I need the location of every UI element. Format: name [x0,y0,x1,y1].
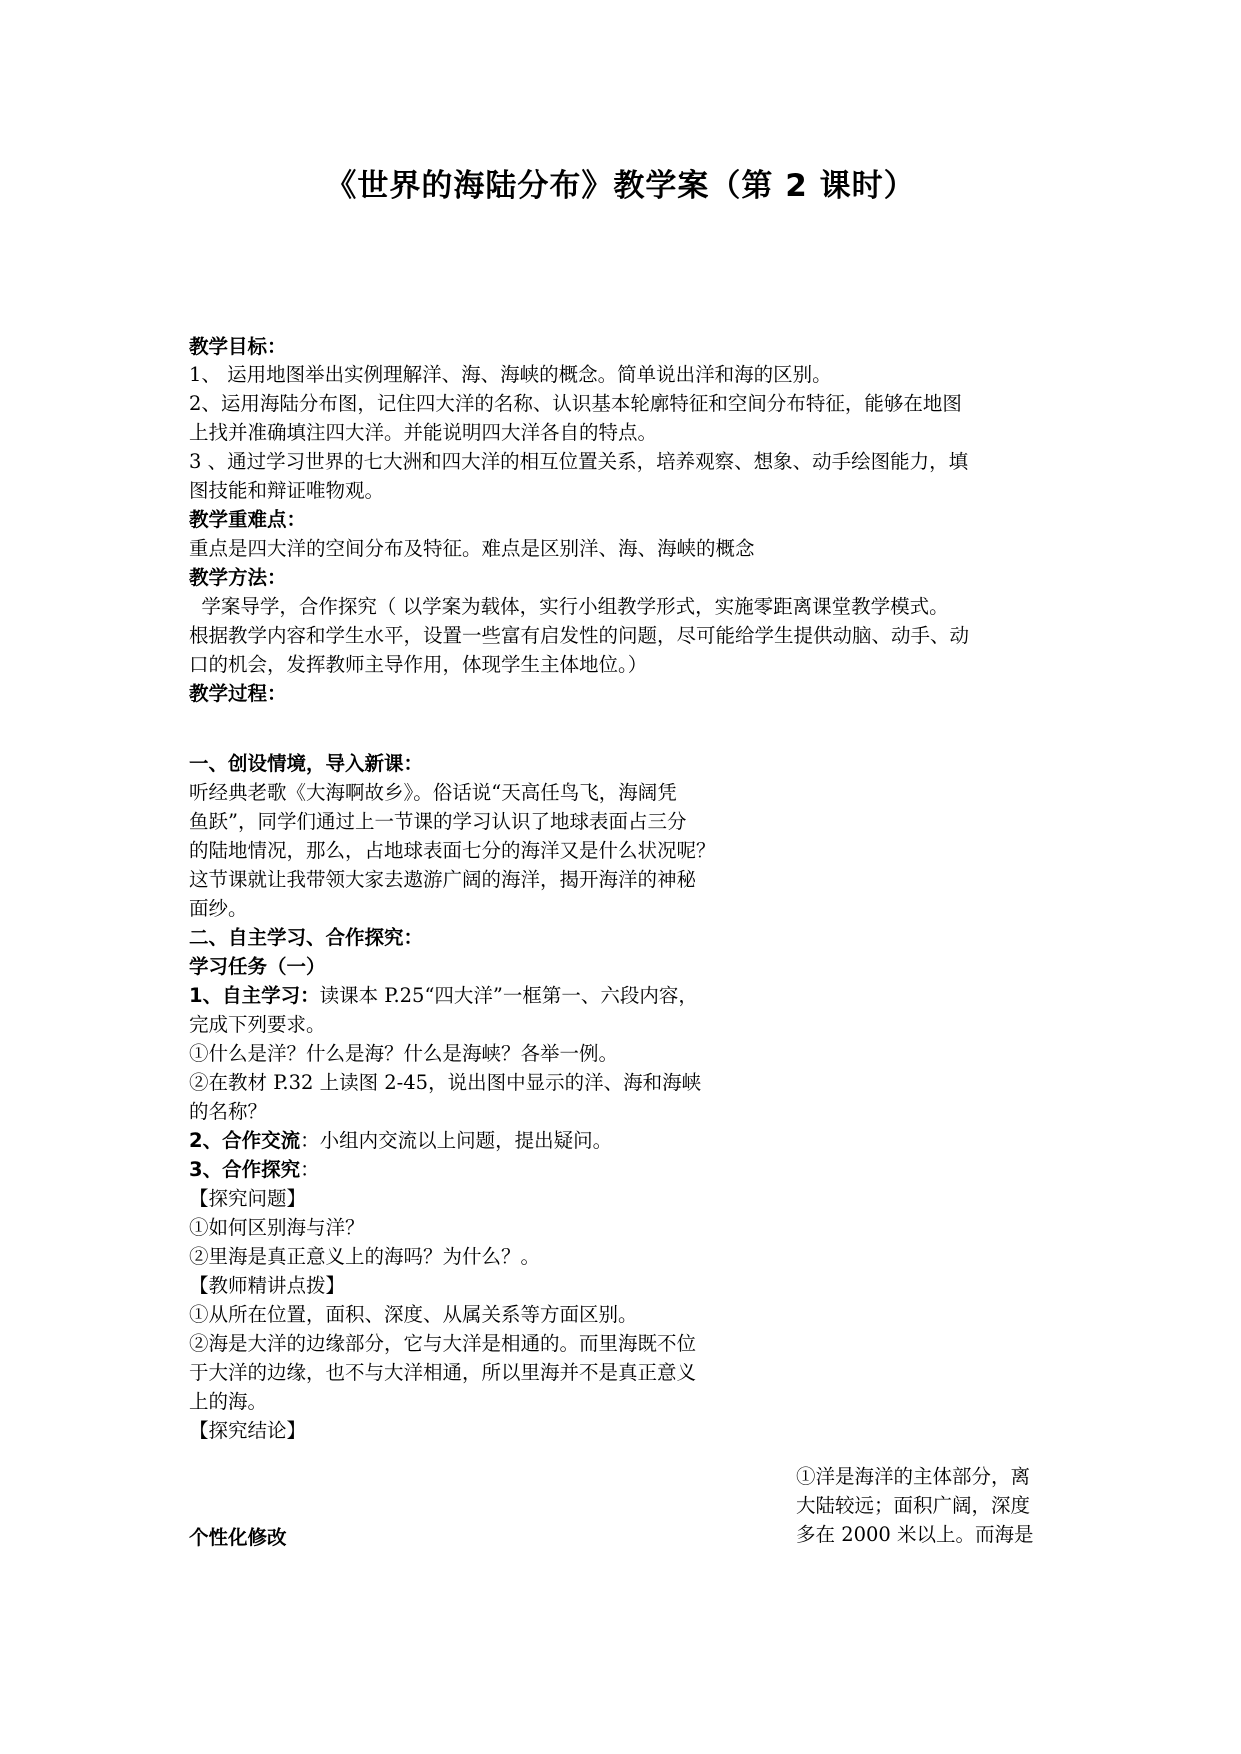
goals-heading: 教学目标： [189,335,287,358]
self-study-line [189,982,698,1010]
question-1: ①什么是洋？什么是海？什么是海峡？各举一例。 [189,1042,619,1065]
teacher-point-2: ②海是大洋的边缘部分，它与大洋是相通的。而里海既不位 [189,1332,697,1355]
side-note-line: 多在 2000 米以上。而海是 [796,1523,1034,1546]
method-line: 学案导学，合作探究（ 以学案为载体，实行小组教学形式，实施零距离课堂教学模式。 [189,595,949,618]
part1-line: 听经典老歌《大海啊故乡》。俗话说“天高任鸟飞，海阔凭 [189,781,677,804]
goal-line: 2、运用海陆分布图，记住四大洋的名称、认识基本轮廓特征和空间分布特征，能够在地图 [189,392,962,415]
question-2-cont: 的名称？ [189,1100,268,1123]
explore-question-2: ②里海是真正意义上的海吗？为什么？。 [189,1245,541,1268]
part1-heading: 一、创设情境，导入新课： [189,752,424,775]
coop-line [189,1127,612,1155]
key-points-heading: 教学重难点： [189,508,307,531]
conclusion-heading: 【探究结论】 [189,1419,307,1442]
personal-revision-heading: 个性化修改 [189,1526,287,1549]
method-heading: 教学方法： [189,566,287,589]
coop-label: 2、合作交流 [189,1129,301,1152]
self-study-text: 读课本 P.25“四大洋”一框第一、六段内容， [319,984,698,1007]
explore-line [189,1156,320,1184]
goal-line: 上找并准确填注四大洋。并能说明四大洋各自的特点。 [189,421,658,444]
explore-question-1: ①如何区别海与洋？ [189,1216,365,1239]
teacher-point-2-cont: 上的海。 [189,1390,268,1413]
goal-line: 1、 运用地图举出实例理解洋、海、海峡的概念。简单说出洋和海的区别。 [189,363,832,386]
self-study-label: 1、自主学习： [189,984,320,1007]
teacher-heading: 【教师精讲点拨】 [189,1274,346,1297]
process-heading: 教学过程： [189,682,287,705]
goal-line: 图技能和辩证唯物观。 [189,479,385,502]
part1-line: 的陆地情况，那么，占地球表面七分的海洋又是什么状况呢？ [189,839,716,862]
part1-line: 这节课就让我带领大家去遨游广阔的海洋，揭开海洋的神秘 [189,868,697,891]
teacher-point-1: ①从所在位置，面积、深度、从属关系等方面区别。 [189,1303,638,1326]
coop-text: ：小组内交流以上问题，提出疑问。 [300,1129,613,1152]
document-title: 《世界的海陆分布》教学案（第 2 课时） [325,168,916,204]
explore-questions-heading: 【探究问题】 [189,1187,307,1210]
explore-label: 3、合作探究 [189,1158,301,1181]
task-heading: 学习任务（一） [189,955,326,978]
explore-colon: ： [300,1158,320,1181]
method-line: 根据教学内容和学生水平，设置一些富有启发性的问题，尽可能给学生提供动脑、动手、动 [189,624,970,647]
part2-heading: 二、自主学习、合作探究： [189,926,424,949]
part1-line: 面纱。 [189,897,248,920]
key-points-text: 重点是四大洋的空间分布及特征。难点是区别洋、海、海峡的概念 [189,537,755,560]
part1-line: 鱼跃”，同学们通过上一节课的学习认识了地球表面占三分 [189,810,687,833]
side-note-line: 大陆较远；面积广阔，深度 [796,1494,1031,1517]
goal-line: 3 、通过学习世界的七大洲和四大洋的相互位置关系，培养观察、想象、动手绘图能力，填 [189,450,969,473]
method-line: 口的机会，发挥教师主导作用，体现学生主体地位。） [189,653,648,676]
teacher-point-2-cont: 于大洋的边缘，也不与大洋相通，所以里海并不是真正意义 [189,1361,697,1384]
self-study-cont: 完成下列要求。 [189,1013,326,1036]
side-note-line: ①洋是海洋的主体部分，离 [796,1465,1031,1488]
question-2: ②在教材 P.32 上读图 2-45，说出图中显示的洋、海和海峡 [189,1071,702,1094]
